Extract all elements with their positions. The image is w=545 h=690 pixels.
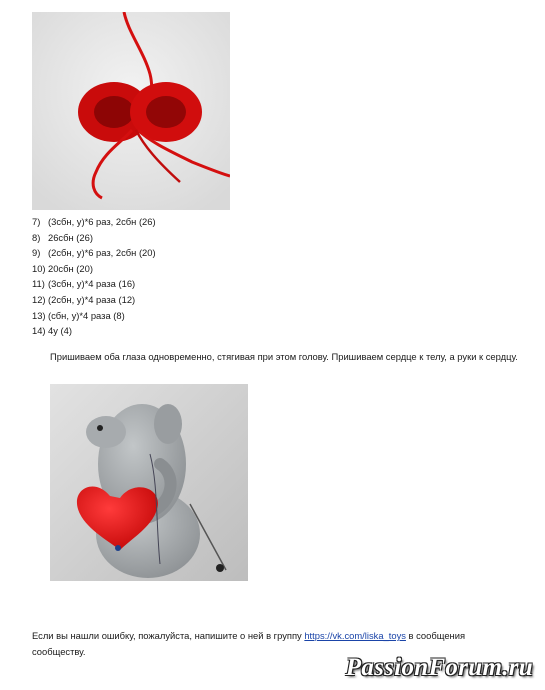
pattern-round — [32, 323, 332, 339]
pattern-round — [32, 276, 332, 292]
photo-red-crochet-piece — [32, 12, 230, 210]
round-number: 7) — [32, 216, 41, 227]
round-text: 20сбн (20) — [48, 262, 93, 274]
round-text: (сбн, у)*4 раза (8) — [48, 309, 125, 321]
pattern-round — [32, 292, 332, 308]
round-text: (2сбн, у)*4 раза (12) — [48, 293, 136, 305]
assembly-instruction: Пришиваем оба глаза одновременно, стягивая при этом голову. Пришиваем сердце к телу, а руки к сердцу. — [50, 351, 518, 362]
round-text: (2сбн, у)*6 раз, 2сбн (20) — [48, 247, 156, 259]
vk-group-link[interactable]: https://vk.com/liska_toys — [304, 630, 406, 641]
note-text-before: Если вы нашли ошибку, пожалуйста, напишите о ней в группу — [32, 630, 305, 641]
note-text-after: в сообщения сообществу. — [32, 630, 466, 657]
round-text: (3сбн, у)*6 раз, 2сбн (26) — [48, 216, 156, 227]
pattern-round — [32, 308, 332, 324]
photo-toy-drawing — [50, 384, 248, 581]
pattern-round — [32, 230, 332, 246]
round-number: 8) — [32, 231, 41, 243]
round-number: 11) — [32, 278, 45, 290]
round-text: (3сбн, у)*4 раза (16) — [48, 278, 136, 290]
round-number: 10) — [32, 262, 46, 274]
photo-gray-toy-with-heart — [50, 384, 248, 581]
round-text: 4у (4) — [48, 325, 72, 337]
photo-red-crochet-drawing — [32, 12, 230, 210]
round-number: 13) — [32, 309, 46, 321]
pattern-round — [32, 245, 332, 261]
pattern-round — [32, 261, 332, 277]
pattern-round — [32, 214, 332, 230]
pattern-rounds-list — [32, 214, 332, 339]
site-watermark: PassionForum.ru — [345, 654, 533, 681]
round-number: 12) — [32, 293, 46, 305]
round-number: 9) — [32, 247, 41, 259]
round-number: 14) — [32, 325, 46, 337]
round-text: 26сбн (26) — [48, 231, 93, 243]
